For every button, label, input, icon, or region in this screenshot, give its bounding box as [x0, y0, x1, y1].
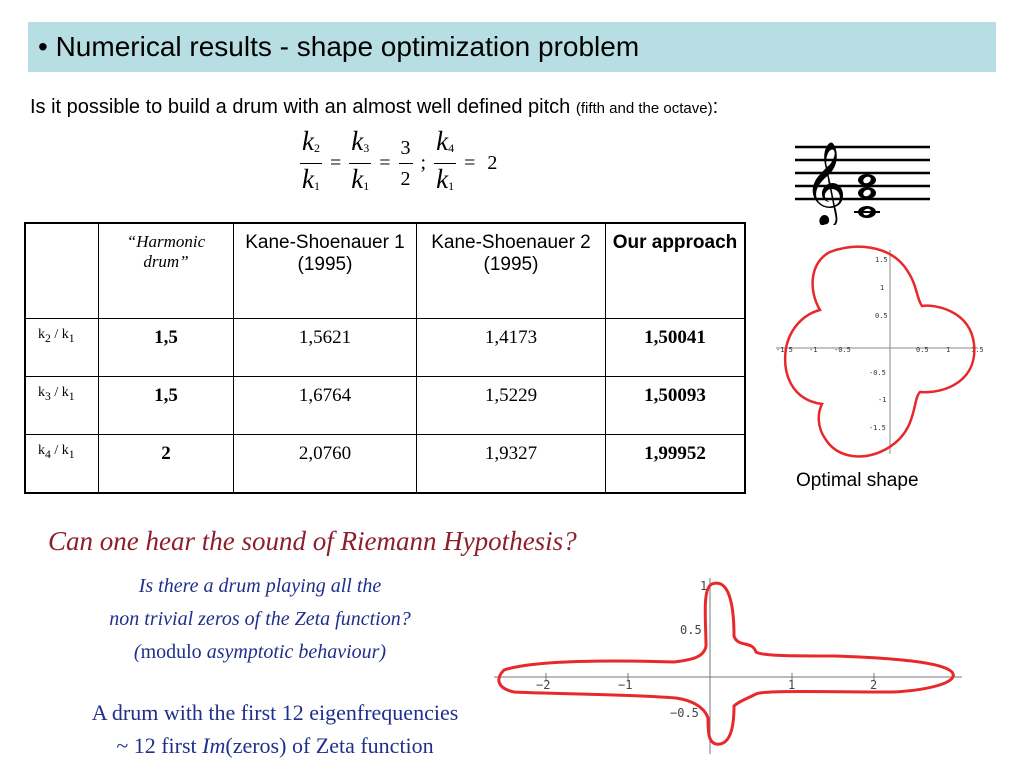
zeta-question-block — [60, 570, 460, 669]
slide-title: • Numerical results - shape optimization problem — [38, 31, 640, 62]
cell-ours: 1,99952 — [606, 435, 746, 493]
table-row — [25, 319, 745, 377]
drum-line-2: ~ 12 first Im(zeros) of Zeta function — [116, 733, 434, 758]
row-label: $k_3 / k_1$ — [25, 377, 99, 435]
y-tick-label: -1.5 — [869, 424, 886, 432]
y-tick-label: -1 — [878, 396, 887, 404]
x-tick-label: −1 — [618, 678, 633, 692]
cell-harmonic: 1,5 — [99, 377, 234, 435]
x-tick-label: -0.5 — [834, 346, 851, 354]
y-tick-label: 0.5 — [875, 312, 888, 320]
table-header-ours: Our approach — [606, 223, 746, 319]
cell-harmonic: 1,5 — [99, 319, 234, 377]
optimal-shape-caption: Optimal shape — [796, 470, 919, 491]
optimal-shape-plot — [768, 244, 986, 462]
y-tick-label: -0.5 — [869, 369, 886, 377]
semicolon: ; — [420, 152, 427, 174]
cell-ours: 1,50093 — [606, 377, 746, 435]
question-colon: : — [712, 96, 719, 118]
cell-harmonic: 2 — [99, 435, 234, 493]
cell-ks1: 1,6764 — [234, 377, 417, 435]
title-bar — [28, 22, 996, 72]
zeta-line-1: Is there a drum playing all the — [138, 575, 382, 597]
x-tick-label: 0.5 — [916, 346, 929, 354]
cell-ks2: 1,9327 — [417, 435, 606, 493]
table-header-empty — [25, 223, 99, 319]
question-main: Is it possible to build a drum with an almost well defined pitch — [30, 96, 576, 118]
fraction-k2-k1: $\frac{k_2}{k_1}$ — [302, 126, 320, 194]
x-tick-label: 1 — [788, 678, 796, 692]
zeta-drum-shape-plot — [494, 574, 964, 754]
svg-text:𝄞: 𝄞 — [804, 140, 847, 224]
cell-ks1: 1,5621 — [234, 319, 417, 377]
cell-ours: 1,50041 — [606, 319, 746, 377]
x-tick-label: 1.5 — [971, 346, 984, 354]
results-table — [24, 222, 746, 494]
drum-line-1: A drum with the first 12 eigenfrequencies — [91, 700, 459, 725]
pitch-formula — [300, 126, 501, 201]
table-header-harmonic: “Harmonic drum” — [99, 223, 234, 319]
riemann-question: Can one hear the sound of Riemann Hypothesis? — [48, 526, 577, 556]
y-tick-label: 0.5 — [680, 623, 702, 637]
y-tick-label: 1.5 — [875, 256, 888, 264]
equals-sign: = — [329, 152, 342, 174]
table-row — [25, 435, 745, 493]
cell-ks2: 1,5229 — [417, 377, 606, 435]
table-header-ks2: Kane-Shoenauer 2 (1995) — [417, 223, 606, 319]
fraction-three-halves: $\frac{3}{2}$ — [399, 133, 413, 194]
x-tick-label: 2 — [870, 678, 878, 692]
equals-sign: = — [379, 152, 391, 174]
x-tick-label: -1 — [809, 346, 818, 354]
rhs-value: 2 — [487, 152, 498, 174]
zeta-drum-curve — [499, 583, 953, 744]
row-label: $k_2 / k_1$ — [25, 319, 99, 377]
fraction-k3-k1: $\frac{k_3}{k_1}$ — [351, 126, 370, 194]
x-tick-label: −2 — [536, 678, 551, 692]
zeta-line-3: (modulo asymptotic behaviour) — [133, 641, 387, 663]
y-tick-label: 1 — [700, 579, 708, 593]
cell-ks2: 1,4173 — [417, 319, 606, 377]
fraction-k4-k1: $\frac{k_4}{k_1}$ — [436, 126, 455, 194]
treble-clef-staff-icon — [790, 125, 935, 225]
cell-ks1: 2,0760 — [234, 435, 417, 493]
table-header-ks1: Kane-Shoenauer 1 (1995) — [234, 223, 417, 319]
x-tick-label: 1 — [946, 346, 951, 354]
zeta-line-2: non trivial zeros of the Zeta function? — [109, 608, 411, 630]
x-tick-label: -1.5 — [776, 346, 793, 354]
table-header-row — [25, 223, 745, 319]
y-tick-label: −0.5 — [670, 706, 699, 720]
drum-description — [20, 696, 530, 762]
table-row — [25, 377, 745, 435]
row-label: $k_4 / k_1$ — [25, 435, 99, 493]
equals-sign: = — [464, 152, 476, 174]
question-line — [30, 96, 718, 119]
question-note: (fifth and the octave) — [575, 100, 713, 117]
y-tick-label: 1 — [880, 284, 885, 292]
